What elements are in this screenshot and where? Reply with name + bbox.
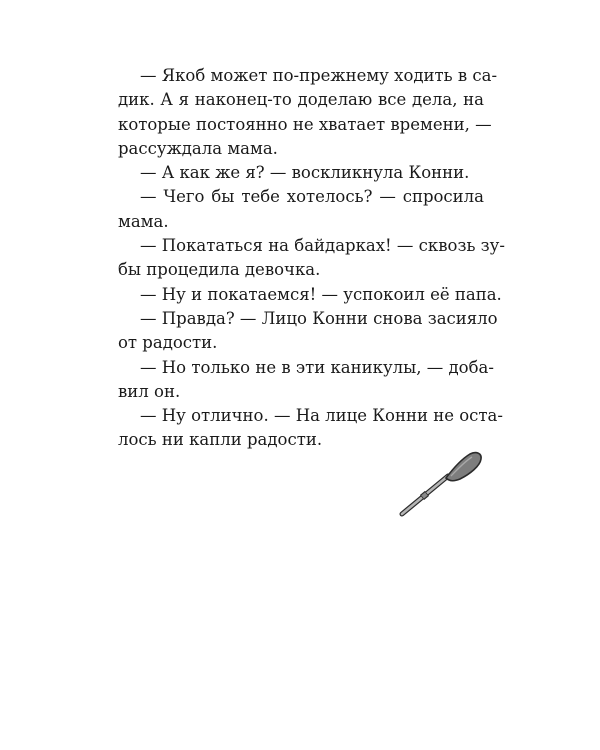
- text-line: — Покататься на байдарках! — сквозь зу-: [140, 236, 505, 256]
- story-text: [118, 64, 505, 453]
- text-line: — Правда? — Лицо Конни снова засияло: [140, 308, 498, 328]
- text-line: — Якоб может по-прежнему ходить в са-: [140, 66, 498, 85]
- text-line: — Ну отлично. — На лице Конни не оста-: [140, 406, 503, 426]
- text-line: лось ни капли радости.: [118, 430, 323, 450]
- text-line: бы процедила девочка.: [118, 260, 321, 280]
- text-line: мама.: [118, 211, 169, 231]
- text-line: от радости.: [118, 333, 218, 353]
- text-line: — Чего бы тебе хотелось? — спросила: [140, 187, 484, 207]
- text-line: дик. А я наконец-то доделаю все дела, на: [118, 90, 484, 110]
- text-line: — Но только не в эти каникулы, — доба-: [140, 357, 494, 377]
- paddle-icon: [396, 446, 486, 520]
- text-line: — Ну и покатаемся! — успокоил её папа.: [140, 284, 502, 304]
- text-line: которые постоянно не хватает времени, —: [118, 114, 492, 134]
- text-line: рассуждала мама.: [118, 138, 278, 158]
- text-line: — А как же я? — воскликнула Конни.: [140, 163, 470, 183]
- text-line: вил он.: [118, 381, 181, 401]
